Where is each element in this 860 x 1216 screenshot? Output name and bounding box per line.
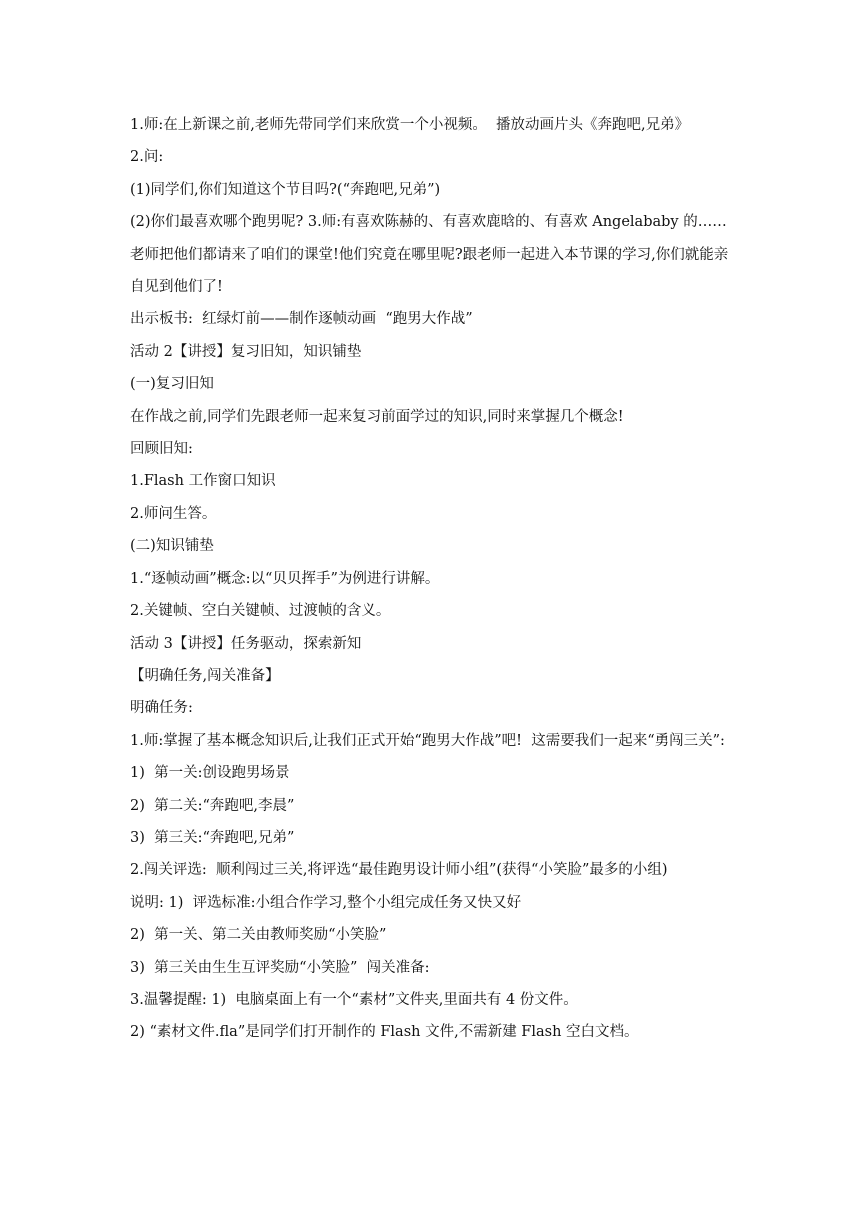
paragraph-foundation-item-1: 1.“逐帧动画”概念:以“贝贝挥手”为例进行讲解。 — [130, 570, 440, 587]
paragraph-foundation-heading: (二)知识铺垫 — [130, 538, 214, 555]
paragraph-level-1: 1) 第一关:创设跑男场景 — [130, 765, 290, 782]
paragraph-reminder-2: 2) “素材文件.fla”是同学们打开制作的 Flash 文件,不需新建 Flash 空白文档。 — [130, 1024, 639, 1041]
paragraph-level-3: 3) 第三关:“奔跑吧,兄弟” — [130, 829, 295, 846]
paragraph-review-label: 回顾旧知: — [130, 441, 193, 458]
paragraph-criteria-3: 3) 第三关由生生互评奖励“小笑脸” 闯关准备: — [130, 959, 430, 976]
paragraph-review-intro: 在作战之前,同学们先跟老师一起来复习前面学过的知识,同时来掌握几个概念! — [130, 408, 624, 425]
paragraph-intro-video: 1.师:在上新课之前,老师先带同学们来欣赏一个小视频。 播放动画片头《奔跑吧,兄弟》 — [130, 117, 690, 133]
paragraph-board-title: 出示板书: 红绿灯前——制作逐帧动画 “跑男大作战” — [130, 311, 473, 328]
paragraph-evaluation: 2.闯关评选: 顺利闯过三关,将评选“最佳跑男设计师小组”(获得“小笑脸”最多的小组) — [130, 862, 668, 879]
paragraph-review-item-2: 2.师问生答。 — [130, 505, 217, 522]
paragraph-activity-3: 活动 3【讲授】任务驱动，探索新知 — [130, 635, 362, 652]
paragraph-task-intro: 1.师:掌握了基本概念知识后,让我们正式开始“跑男大作战”吧! 这需要我们一起来“勇闯三关”: — [130, 732, 725, 749]
paragraph-task-heading: 【明确任务,闯关准备】 — [130, 667, 280, 684]
paragraph-question-heading: 2.问: — [130, 149, 164, 166]
paragraph-review-heading: (一)复习旧知 — [130, 376, 214, 393]
paragraph-criteria-2: 2) 第一关、第二关由教师奖励“小笑脸” — [130, 927, 387, 944]
document-body — [130, 109, 742, 1049]
paragraph-activity-2: 活动 2【讲授】复习旧知，知识铺垫 — [130, 343, 362, 360]
paragraph-foundation-item-2: 2.关键帧、空白关键帧、过渡帧的含义。 — [130, 603, 391, 620]
paragraph-level-2: 2) 第二关:“奔跑吧,李晨” — [130, 797, 295, 814]
paragraph-task-label: 明确任务: — [130, 700, 193, 717]
paragraph-reminder-1: 3.温馨提醒: 1) 电脑桌面上有一个“素材”文件夹,里面共有 4 份文件。 — [130, 991, 578, 1008]
paragraph-criteria-1: 说明: 1) 评选标准:小组合作学习,整个小组完成任务又快又好 — [130, 894, 522, 911]
paragraph-question-2: (2)你们最喜欢哪个跑男呢? 3.师:有喜欢陈赫的、有喜欢鹿晗的、有喜欢 Angelababy 的…… 老师把他们都请来了咱们的课堂!他们究竟在哪里呢?跟老师一起进入本节课的学习,你们就能亲自见到他们了! — [130, 214, 736, 296]
paragraph-question-1: (1)同学们,你们知道这个节目吗?(“奔跑吧,兄弟”) — [130, 181, 441, 198]
paragraph-review-item-1: 1.Flash 工作窗口知识 — [130, 473, 276, 490]
